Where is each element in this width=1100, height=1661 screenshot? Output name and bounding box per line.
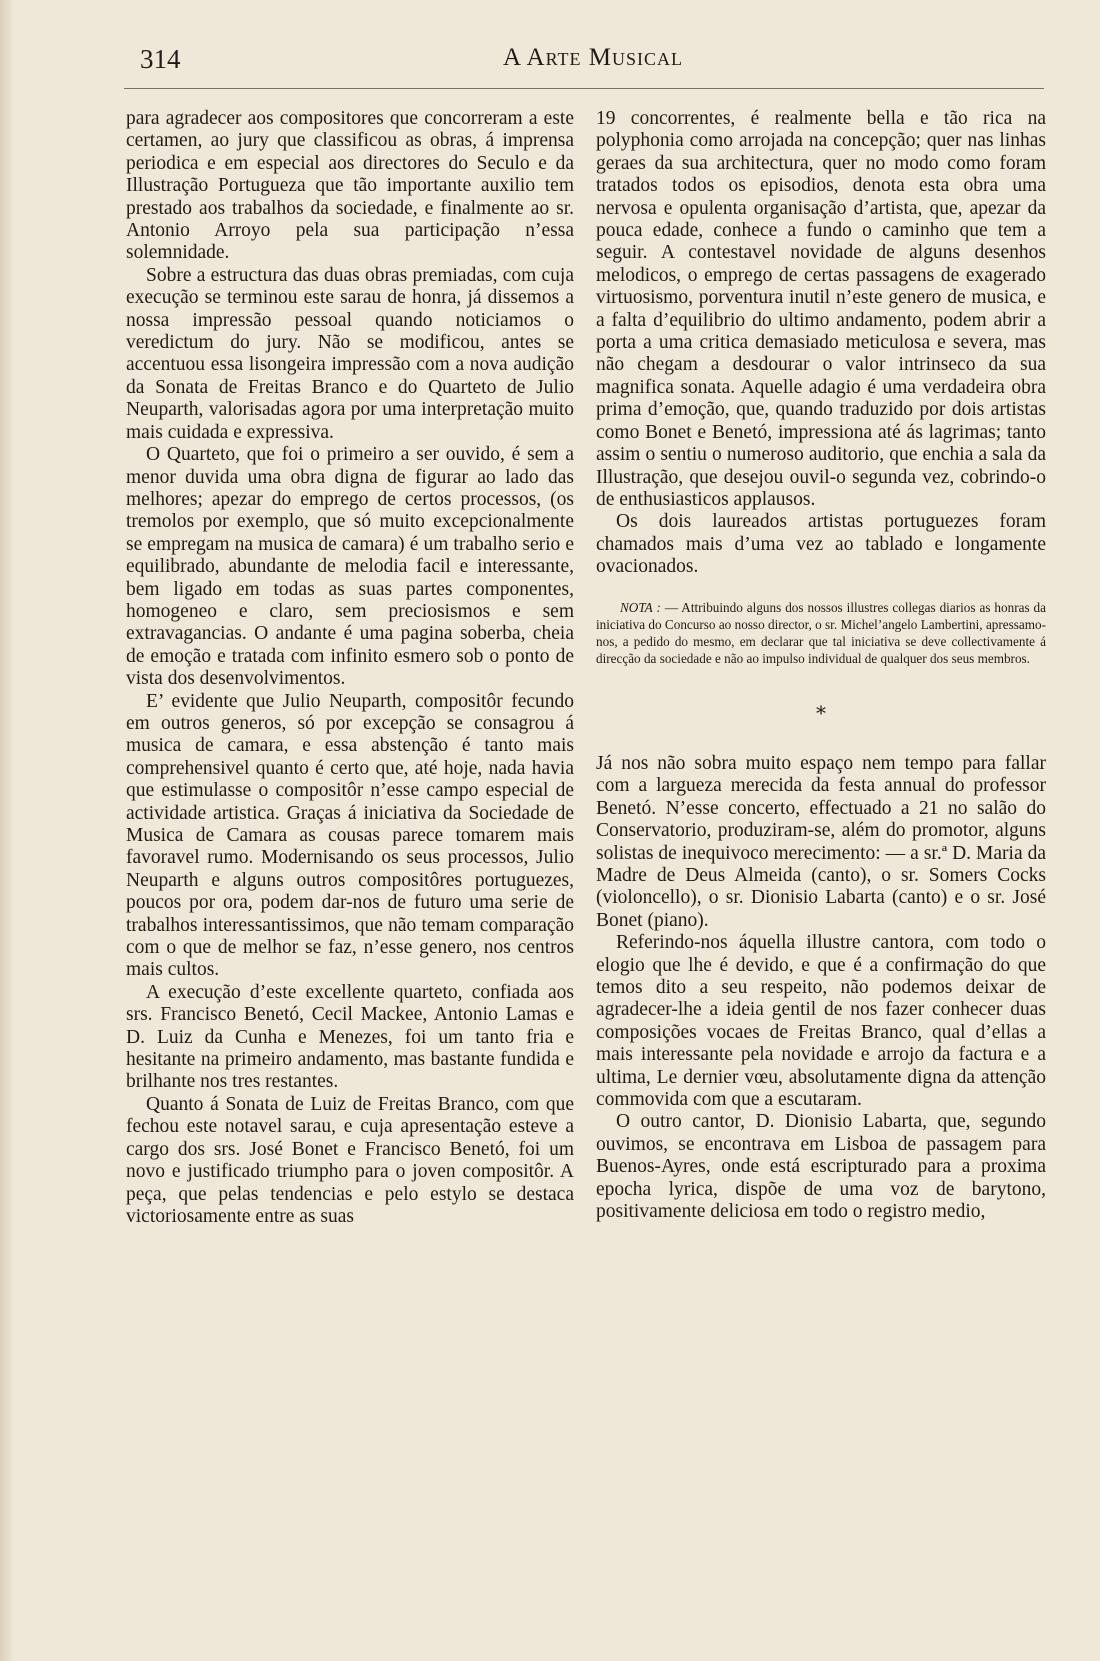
header-rule <box>124 88 1044 89</box>
right-column <box>596 108 1046 1223</box>
note-text: — Attribuindo alguns dos nossos illustres collegas diarios as honras da iniciativa do Concurso ao nosso director, o sr. Michel’angelo Lambertini, apressamo-nos, a pedido do mesmo, em declarar que tal iniciativa se deve collectivamente á direcção da sociedade e não ao impulso individual de qualquer dos seus membros. <box>596 599 1047 666</box>
note-label: NOTA : <box>620 599 661 615</box>
concert-review <box>596 753 1046 1224</box>
page-number: 314 <box>140 44 181 74</box>
journal-title: A Arte Musical <box>503 44 683 71</box>
article-paragraph: Referindo-nos áquella illustre cantora, com todo o elogio que lhe é devido, e que é a confirmação do que temos dito a seu respeito, não podemos deixar de agradecer-lhe a ideia gentil de nos fazer conhecer duas composições vocaes de Freitas Branco, qual d’ellas a mais interessante pela novidade e arrojo da factura e a ultima, Le dernier vœu, absolutamente digna da attenção commovida com que a escutaram. <box>596 932 1046 1111</box>
article-paragraph: Quanto á Sonata de Luiz de Freitas Branco, com que fechou este notavel sarau, e cuja apresentação esteve a cargo dos srs. José Bonet e Francisco Benetó, foi um novo e justificado triumpho para o joven compositôr. A peça, que pelas tendencias e pelo estylo se destaca victoriosamente entre as suas <box>126 1093 574 1227</box>
article-paragraph: Os dois laureados artistas portuguezes foram chamados mais d’uma vez ao tablado e longamente ovacionados. <box>596 511 1046 578</box>
section-divider-asterism: ⁎ <box>816 696 826 719</box>
article-paragraph: 19 concorrentes, é realmente bella e tão rica na polyphonia como arrojada na concepção; quer nas linhas geraes da sua architectura, quer no modo como foram tratados todos os episodios, denota esta obra uma nervosa e opulenta organisação d’artista, que, apezar da pouca edade, conhece a fundo o caminho que tem a seguir. A contestavel novidade de alguns desenhos melodicos, o emprego de certas passagens de exagerado virtuosismo, porventura inutil n’este genero de musica, e a falta d’equilibrio do ultimo andamento, podem abrir a porta a uma critica demasiado meticulosa e severa, mas não chegam a desdourar o valor intrinseco da sua magnifica sonata. Aquelle adagio é uma verdadeira obra prima d’emoção, que, quando traduzido por dois artistas como Bonet e Benetó, impressiona até ás lagrimas; tanto assim o sentiu o numeroso auditorio, que enchia a sala da Illustração, que desejou ouvil-o segunda vez, cobrindo-o de enthusiasticos applausos. <box>596 108 1046 510</box>
left-column <box>126 108 574 1228</box>
article-paragraph: O outro cantor, D. Dionisio Labarta, que, segundo ouvimos, se encontrava em Lisboa de passagem para Buenos-Ayres, onde está escripturado para a proxima epocha lyrica, dispõe de uma voz de barytono, positivamente deliciosa em todo o registro medio, <box>596 1111 1046 1223</box>
article-paragraph: E’ evidente que Julio Neuparth, compositôr fecundo em outros generos, só por excepção se consagrou á musica de camara, e essa abstenção é tanto mais comprehensivel quanto é certo que, até hoje, nada havia que estimulasse o compositôr n’esse campo especial de actividade artistica. Graças á iniciativa da Sociedade de Musica de Camara as cousas parece tomarem mais favoravel rumo. Modernisando os seus processos, Julio Neuparth e alguns outros compositôres portuguezes, poucos por ora, podem dar-nos de futuro uma serie de trabalhos interessantissimos, que não temam comparação com o que de melhor se faz, n’esse genero, nos centros mais cultos. <box>126 690 574 981</box>
article-paragraph: O Quarteto, que foi o primeiro a ser ouvido, é sem a menor duvida uma obra digna de figurar ao lado das melhores; apezar do emprego de certos processos, (os tremolos por exemplo, que só muito excepcionalmente se empregam na musica de camara) é um trabalho serio e equilibrado, abundante de melodia facil e interessante, bem ligado em todas as suas partes componentes, homogeneo e claro, sem preciosismos e sem extravagancias. O andante é uma pagina soberba, cheia de emoção e tratada com infinito esmero sob o ponto de vista dos desenvolvimentos. <box>126 444 574 690</box>
article-paragraph: Já nos não sobra muito espaço nem tempo para fallar com a largueza merecida da festa annual do professor Benetó. N’esse concerto, effectuado a 21 no salão do Conservatorio, produziram-se, além do promotor, alguns solistas de inequivoco merecimento: — a sr.ª D. Maria da Madre de Deus Almeida (canto), o sr. Somers Cocks (violoncello), o sr. Dionisio Labarta (canto) e o sr. José Bonet (piano). <box>596 752 1046 931</box>
editorial-note <box>596 599 1046 667</box>
article-paragraph: para agradecer aos compositores que concorreram a este certamen, ao jury que classificou as obras, á imprensa periodica e em especial aos directores do Seculo e da Illustração Portugueza que tão importante auxilio tem prestado aos trabalhos da sociedade, e finalmente ao sr. Antonio Arroyo pela sua participação n’essa solemnidade. <box>126 108 574 264</box>
article-paragraph: Sobre a estructura das duas obras premiadas, com cuja execução se terminou este sarau de honra, já dissemos a nossa impressão pessoal quando noticiamos o veredictum do jury. Não se modificou, antes se accentuou essa lisongeira impressão com a nova audição da Sonata de Freitas Branco e do Quarteto de Julio Neuparth, valorisadas agora por uma interpretação muito mais cuidada e expressiva. <box>126 264 574 443</box>
page-spine-shadow <box>0 0 14 1661</box>
running-header <box>140 44 1040 84</box>
article-paragraph: A execução d’este excellente quarteto, confiada aos srs. Francisco Benetó, Cecil Mackee, Antonio Lamas e D. Luiz da Cunha e Menezes, foi um tanto fria e hesitante na primeiro andamento, mas bastante fundida e brilhante nos tres restantes. <box>126 981 574 1093</box>
